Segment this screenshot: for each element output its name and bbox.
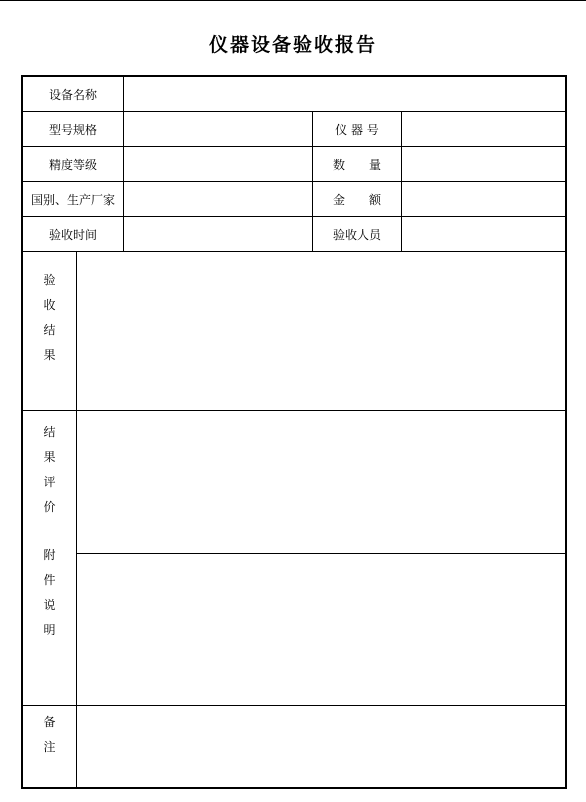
label-acceptance-staff: 验收人员 [332,227,381,242]
section-body-attachment-note[interactable] [77,554,565,705]
value-country-manufacturer[interactable] [124,182,312,216]
value-precision-grade[interactable] [124,147,312,181]
value-quantity[interactable] [402,147,565,181]
section-body-remarks[interactable] [77,706,565,787]
acceptance-form-table [21,75,567,789]
section-body-result-evaluation[interactable] [77,411,565,553]
top-rule [0,0,586,1]
label-quantity: 数 量 [332,157,381,172]
page-title: 仪器设备验收报告 [208,34,377,56]
section-label-remarks: 备注 [43,715,56,754]
section-label-acceptance-result: 验收结果 [43,273,56,362]
value-device-name[interactable] [124,77,565,111]
section-label-attachment-note: 附件说明 [43,548,56,637]
value-amount[interactable] [402,182,565,216]
value-model-spec[interactable] [124,112,312,146]
label-instrument-no: 仪 器 号 [335,122,379,137]
section-label-result-evaluation: 结果评价 [43,425,56,514]
value-acceptance-staff[interactable] [402,217,565,251]
value-instrument-no[interactable] [402,112,565,146]
label-device-name: 设备名称 [48,87,97,102]
label-precision-grade: 精度等级 [48,157,97,172]
label-acceptance-time: 验收时间 [48,227,97,242]
label-amount: 金 额 [332,192,381,207]
value-acceptance-time[interactable] [124,217,312,251]
label-model-spec: 型号规格 [48,122,97,137]
section-body-acceptance-result[interactable] [77,252,565,410]
label-country-manufacturer: 国别、生产厂家 [30,192,115,207]
